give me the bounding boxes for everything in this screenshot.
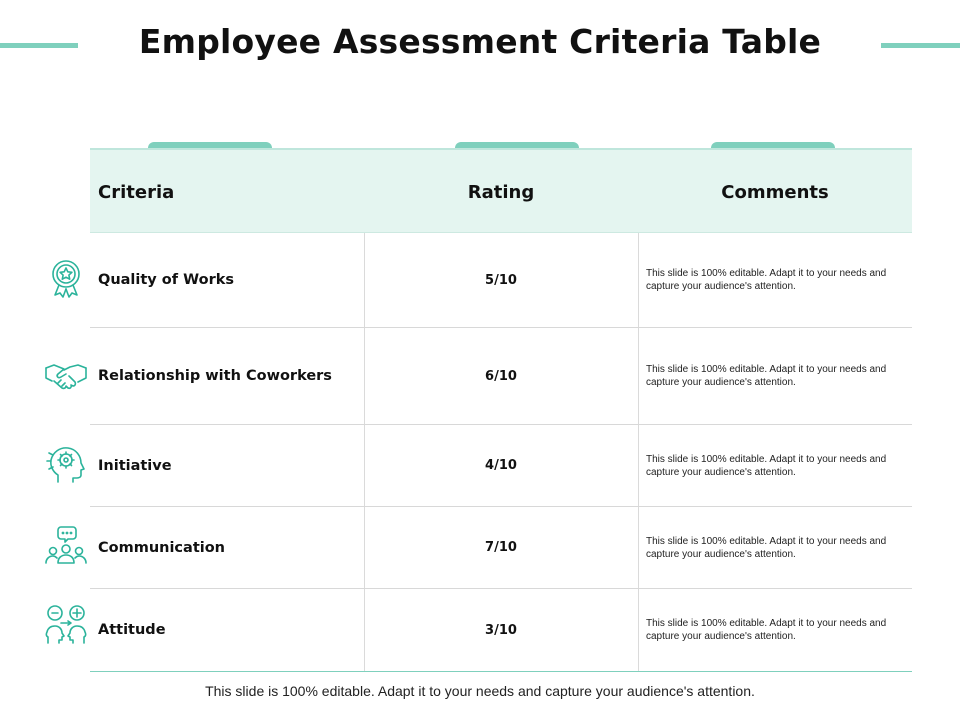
people-chat-icon xyxy=(44,523,88,567)
head-profile-icon xyxy=(44,442,88,486)
table-header-row xyxy=(90,148,912,233)
table-row xyxy=(90,589,912,672)
rating-cell: 4/10 xyxy=(485,458,517,473)
rating-cell: 5/10 xyxy=(485,272,517,288)
criteria-cell: Initiative xyxy=(98,457,172,474)
table-row xyxy=(90,233,912,328)
comment-cell xyxy=(646,233,912,327)
comment-text: This slide is 100% editable. Adapt it to your needs and capture your audience's attention. xyxy=(646,618,887,642)
header-rating: Rating xyxy=(467,182,535,203)
handshake-icon xyxy=(44,352,88,396)
table-row xyxy=(90,507,912,589)
comment-text: This slide is 100% editable. Adapt it to your needs and capture your audience's attention. xyxy=(646,535,887,560)
comment-cell xyxy=(646,425,912,506)
header-criteria: Criteria xyxy=(98,182,175,203)
comment-text: This slide is 100% editable. Adapt it to your needs and capture your audience's attention. xyxy=(646,453,887,478)
criteria-cell: Relationship with Coworkers xyxy=(98,368,332,384)
comment-cell xyxy=(646,507,912,588)
footer-note: This slide is 100% editable. Adapt it to your needs and capture your audience's attention. xyxy=(205,683,755,699)
table-row xyxy=(90,328,912,425)
comment-cell xyxy=(646,589,912,671)
criteria-cell: Attitude xyxy=(98,622,166,638)
rating-cell: 3/10 xyxy=(485,622,517,638)
assessment-table xyxy=(90,148,912,672)
table-row xyxy=(90,425,912,507)
award-ribbon-icon xyxy=(44,256,88,300)
criteria-cell: Quality of Works xyxy=(98,272,234,288)
comment-cell xyxy=(646,328,912,424)
rating-cell: 6/10 xyxy=(485,368,517,384)
comment-text: This slide is 100% editable. Adapt it to your needs and capture your audience's attention. xyxy=(646,268,887,292)
slide-title: Employee Assessment Criteria Table xyxy=(138,22,822,61)
comment-text: This slide is 100% editable. Adapt it to your needs and capture your audience's attention. xyxy=(646,364,887,388)
rating-cell: 7/10 xyxy=(485,540,517,555)
attitude-faces-icon xyxy=(44,603,88,647)
criteria-cell: Communication xyxy=(98,539,226,556)
header-comments: Comments xyxy=(721,182,829,203)
